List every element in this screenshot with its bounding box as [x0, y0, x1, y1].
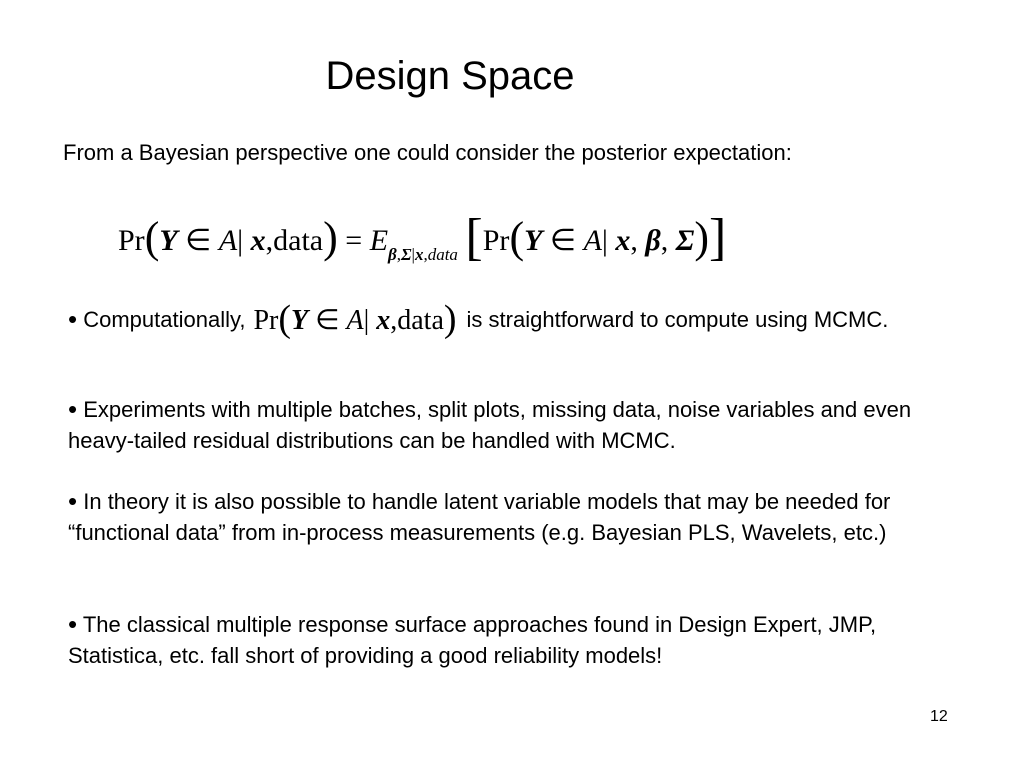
- eq-expectation-subscript: β,Σ|x,data: [388, 245, 458, 264]
- bullet-dot: •: [68, 304, 78, 334]
- posterior-expectation-equation: [118, 206, 726, 273]
- eq-close-paren: ): [323, 213, 338, 262]
- eq-comma-2: ,: [630, 224, 638, 257]
- inline-probability-equation: Pr(Y ∈ A| x,data): [253, 298, 457, 340]
- eq-pr-left: Pr: [118, 224, 145, 257]
- bullet-latent-variables: [68, 485, 958, 548]
- eq-equals: =: [345, 224, 363, 257]
- bullet-1-lead: Computationally,: [83, 307, 246, 332]
- slide-title: Design Space: [325, 54, 575, 98]
- eq-a-2: A: [583, 224, 602, 257]
- eq-a: A: [218, 224, 238, 257]
- bullet-3-text: In theory it is also possible to handle latent variable models that may be needed for “functional data” from in-process measurements (e.g. Bayesian PLS, Wavelets, etc.): [68, 489, 891, 545]
- eq-close-paren-2: ): [694, 213, 710, 262]
- bullet-1-tail: is straightforward to compute using MCMC.: [466, 307, 889, 332]
- eq-open-paren: (: [144, 213, 160, 262]
- eq-y: Y: [159, 224, 178, 257]
- page-number: 12: [930, 708, 948, 725]
- eq-sigma: Σ: [675, 224, 695, 257]
- bullet-experiments: [68, 393, 958, 456]
- bullet-2-text: Experiments with multiple batches, split plots, missing data, noise variables and even heavy-tailed residual distributions can be handled with MCMC.: [68, 397, 912, 453]
- bullet-computationally: [68, 298, 958, 340]
- eq-comma-3: ,: [660, 224, 669, 257]
- intro-text: From a Bayesian perspective one could consider the posterior expectation:: [63, 140, 792, 165]
- eq-element-of: ∈: [185, 224, 212, 257]
- bullet-dot: •: [68, 394, 78, 424]
- eq-beta: β: [645, 224, 661, 257]
- eq-x-2: x: [615, 224, 631, 257]
- eq-open-paren-2: (: [509, 213, 525, 262]
- eq-close-bracket: ]: [709, 209, 727, 266]
- eq-element-of-2: ∈: [549, 224, 577, 257]
- eq-comma: ,: [265, 224, 274, 257]
- eq-bar: |: [237, 224, 244, 257]
- bullet-classical-approaches: [68, 608, 958, 671]
- eq-expectation: E: [369, 224, 389, 257]
- bullet-dot: •: [68, 486, 78, 516]
- eq-y-2: Y: [524, 224, 543, 257]
- bullet-4-text: The classical multiple response surface approaches found in Design Expert, JMP, Statistica, etc. fall short of providing a good reliability models!: [68, 612, 877, 668]
- eq-pr-right: Pr: [482, 224, 510, 257]
- bullet-dot: •: [68, 609, 78, 639]
- eq-open-bracket: [: [465, 209, 483, 266]
- eq-x: x: [250, 224, 266, 257]
- eq-bar-2: |: [601, 224, 608, 257]
- eq-data: data: [273, 224, 324, 257]
